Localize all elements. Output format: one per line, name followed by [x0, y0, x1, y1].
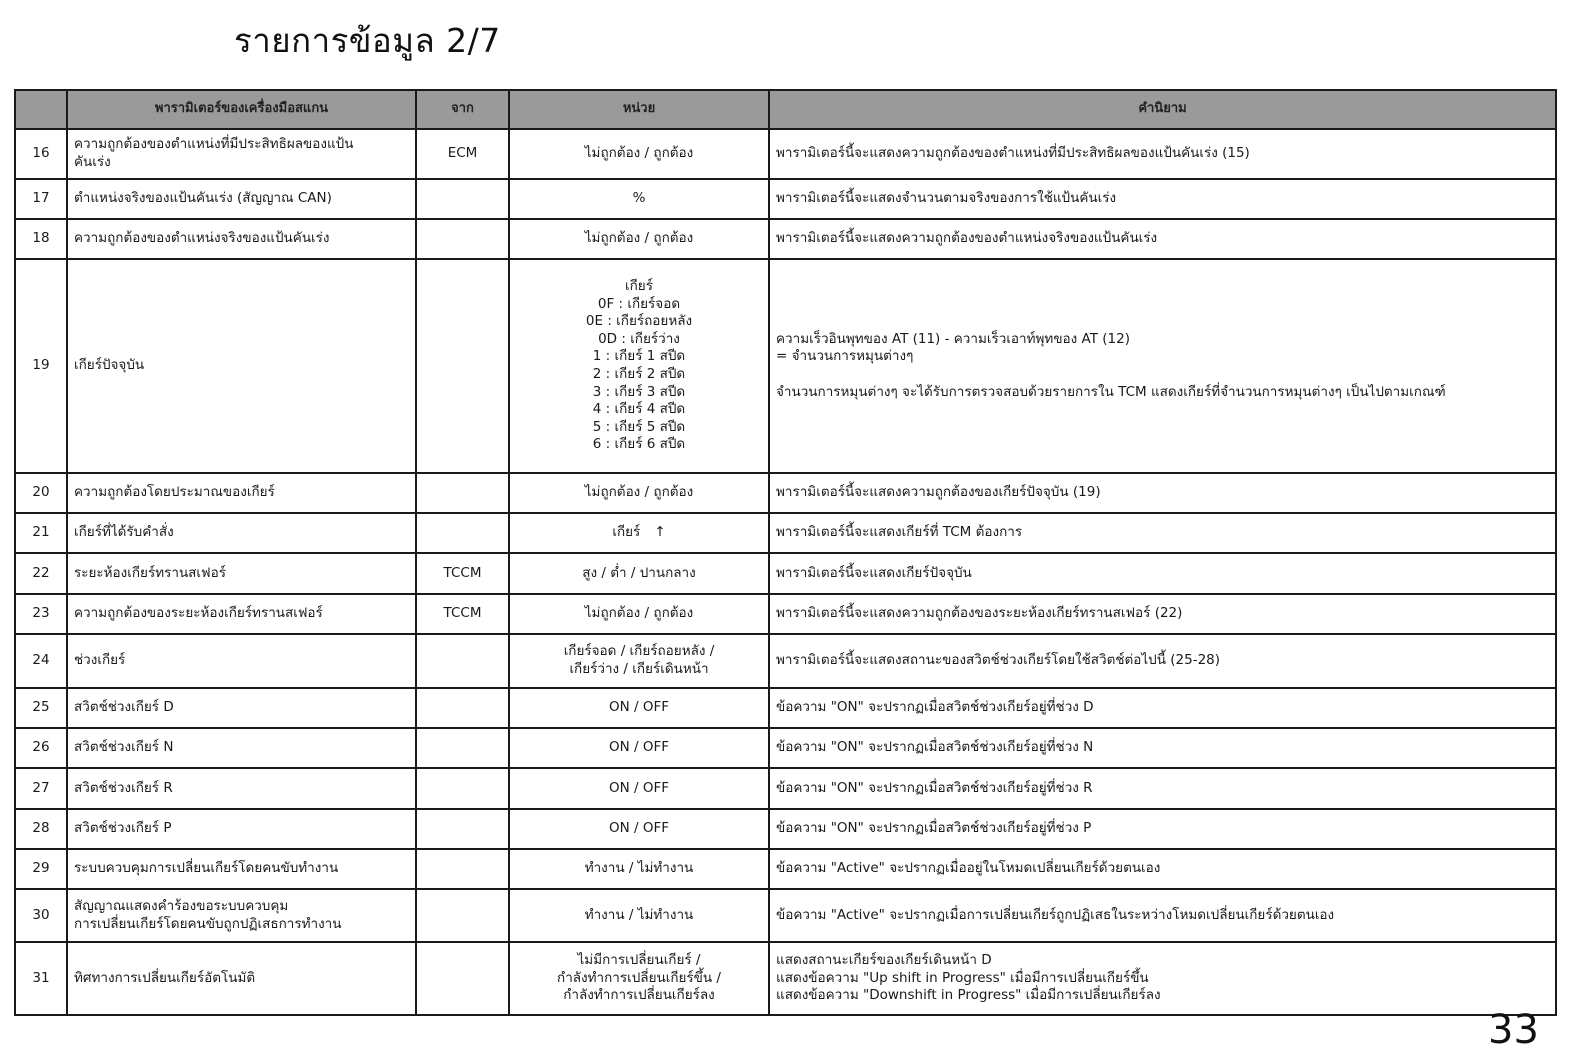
row-definition: พารามิเตอร์นี้จะแสดงเกียร์ที่ TCM ต้องการ: [769, 513, 1556, 553]
row-parameter: สวิตช์ช่วงเกียร์ D: [67, 688, 416, 728]
table-row: [15, 513, 1556, 553]
header-definition: คำนิยาม: [769, 90, 1556, 129]
spacer: [776, 366, 1549, 384]
row-number: 27: [15, 768, 67, 809]
row-parameter: ตำแหน่งจริงของแป้นคันเร่ง (สัญญาณ CAN): [67, 179, 416, 219]
row-from: [416, 809, 509, 849]
row-unit: เกียร์จอด / เกียร์ถอยหลัง / เกียร์ว่าง / เกียร์เดินหน้า: [509, 634, 769, 688]
table-row: [15, 129, 1556, 179]
row-number: 24: [15, 634, 67, 688]
row-definition: พารามิเตอร์นี้จะแสดงความถูกต้องของตำแหน่งจริงของแป้นคันเร่ง: [769, 219, 1556, 259]
row-unit: ไม่ถูกต้อง / ถูกต้อง: [509, 219, 769, 259]
row-from: [416, 219, 509, 259]
arrow-up-icon: ↑: [654, 524, 666, 541]
table-row: [15, 688, 1556, 728]
row-definition: พารามิเตอร์นี้จะแสดงเกียร์ปัจจุบัน: [769, 553, 1556, 594]
row-parameter: ระบบควบคุมการเปลี่ยนเกียร์โดยคนขับทำงาน: [67, 849, 416, 889]
row-definition: พารามิเตอร์นี้จะแสดงความถูกต้องของเกียร์ปัจจุบัน (19): [769, 473, 1556, 513]
row-parameter: ความถูกต้องของตำแหน่งจริงของแป้นคันเร่ง: [67, 219, 416, 259]
table-row: [15, 634, 1556, 688]
row-definition: [769, 259, 1556, 473]
page-title: รายการข้อมูล 2/7: [234, 21, 501, 60]
row-definition: ข้อความ "ON" จะปรากฏเมื่อสวิตช์ช่วงเกียร์อยู่ที่ช่วง D: [769, 688, 1556, 728]
page-number: 33: [1488, 1007, 1539, 1053]
row-unit: ไม่ถูกต้อง / ถูกต้อง: [509, 129, 769, 179]
row-number: 22: [15, 553, 67, 594]
row-from: [416, 728, 509, 768]
row-number: 20: [15, 473, 67, 513]
table-row: [15, 942, 1556, 1015]
row-unit: ไม่มีการเปลี่ยนเกียร์ / กำลังทำการเปลี่ยนเกียร์ขึ้น / กำลังทำการเปลี่ยนเกียร์ลง: [509, 942, 769, 1015]
table-row: [15, 809, 1556, 849]
row-parameter: เกียร์ที่ได้รับคำสั่ง: [67, 513, 416, 553]
table-row: [15, 473, 1556, 513]
row-number: 16: [15, 129, 67, 179]
row-number: 25: [15, 688, 67, 728]
header-from: จาก: [416, 90, 509, 129]
row-from: TCCM: [416, 553, 509, 594]
row-unit: %: [509, 179, 769, 219]
row-unit: ทำงาน / ไม่ทำงาน: [509, 889, 769, 942]
row-parameter: ช่วงเกียร์: [67, 634, 416, 688]
row-from: ECM: [416, 129, 509, 179]
row-unit: ไม่ถูกต้อง / ถูกต้อง: [509, 473, 769, 513]
row-number: 31: [15, 942, 67, 1015]
row-number: 28: [15, 809, 67, 849]
header-param: พารามิเตอร์ของเครื่องมือสแกน: [67, 90, 416, 129]
row-unit: ทำงาน / ไม่ทำงาน: [509, 849, 769, 889]
row-number: 23: [15, 594, 67, 634]
row-parameter: ความถูกต้องของตำแหน่งที่มีประสิทธิผลของแป้น คันเร่ง: [67, 129, 416, 179]
row-definition: ข้อความ "ON" จะปรากฏเมื่อสวิตช์ช่วงเกียร์อยู่ที่ช่วง P: [769, 809, 1556, 849]
row-from: [416, 942, 509, 1015]
row-definition: ข้อความ "Active" จะปรากฏเมื่อการเปลี่ยนเกียร์ถูกปฏิเสธในระหว่างโหมดเปลี่ยนเกียร์ด้วยตนเอง: [769, 889, 1556, 942]
row-number: 18: [15, 219, 67, 259]
row-definition: พารามิเตอร์นี้จะแสดงความถูกต้องของตำแหน่งที่มีประสิทธิผลของแป้นคันเร่ง (15): [769, 129, 1556, 179]
definition-note: จำนวนการหมุนต่างๆ จะได้รับการตรวจสอบด้วยรายการใน TCM แสดงเกียร์ที่จำนวนการหมุนต่างๆ เป็นไปตามเกณฑ์: [776, 383, 1446, 400]
header-no: [15, 90, 67, 129]
unit-label: เกียร์: [612, 524, 641, 541]
data-list-table: [14, 89, 1557, 1016]
row-number: 21: [15, 513, 67, 553]
row-parameter: สวิตช์ช่วงเกียร์ R: [67, 768, 416, 809]
table-row: [15, 219, 1556, 259]
row-parameter: เกียร์ปัจจุบัน: [67, 259, 416, 473]
row-from: [416, 179, 509, 219]
table-row: [15, 179, 1556, 219]
row-definition: พารามิเตอร์นี้จะแสดงจำนวนตามจริงของการใช้แป้นคันเร่ง: [769, 179, 1556, 219]
row-from: [416, 768, 509, 809]
table-row: [15, 768, 1556, 809]
row-unit: ON / OFF: [509, 728, 769, 768]
row-unit: ไม่ถูกต้อง / ถูกต้อง: [509, 594, 769, 634]
row-unit: ON / OFF: [509, 809, 769, 849]
row-from: [416, 634, 509, 688]
row-number: 29: [15, 849, 67, 889]
table-row: [15, 553, 1556, 594]
row-definition: แสดงสถานะเกียร์ของเกียร์เดินหน้า D แสดงข้อความ "Up shift in Progress" เมื่อมีการเปลี่ยนเกียร์ขึ้น แสดงข้อความ "Downshift in Progress" เมื่อมีการเปลี่ยนเกียร์ลง: [769, 942, 1556, 1015]
row-definition: ข้อความ "ON" จะปรากฏเมื่อสวิตช์ช่วงเกียร์อยู่ที่ช่วง N: [769, 728, 1556, 768]
row-from: [416, 889, 509, 942]
row-unit: ON / OFF: [509, 768, 769, 809]
row-from: TCCM: [416, 594, 509, 634]
row-unit: เกียร์ 0F : เกียร์จอด 0E : เกียร์ถอยหลัง 0D : เกียร์ว่าง 1 : เกียร์ 1 สปีด 2 : เกียร์ 2 สปีด 3 : เกียร์ 3 สปีด 4 : เกียร์ 4 สปีด 5 : เกียร์ 5 สปีด 6 : เกียร์ 6 สปีด: [509, 259, 769, 473]
row-definition: ข้อความ "ON" จะปรากฏเมื่อสวิตช์ช่วงเกียร์อยู่ที่ช่วง R: [769, 768, 1556, 809]
table-row: [15, 849, 1556, 889]
row-number: 26: [15, 728, 67, 768]
row-parameter: ทิศทางการเปลี่ยนเกียร์อัตโนมัติ: [67, 942, 416, 1015]
row-number: 19: [15, 259, 67, 473]
header-unit: หน่วย: [509, 90, 769, 129]
table-row: [15, 728, 1556, 768]
row-parameter: สัญญาณแสดงคำร้องขอระบบควบคุม การเปลี่ยนเกียร์โดยคนขับถูกปฏิเสธการทำงาน: [67, 889, 416, 942]
table-row: [15, 259, 1556, 473]
row-definition: พารามิเตอร์นี้จะแสดงสถานะของสวิตช์ช่วงเกียร์โดยใช้สวิตช์ต่อไปนี้ (25-28): [769, 634, 1556, 688]
row-parameter: ความถูกต้องโดยประมาณของเกียร์: [67, 473, 416, 513]
row-number: 17: [15, 179, 67, 219]
row-from: [416, 259, 509, 473]
row-number: 30: [15, 889, 67, 942]
row-unit: [509, 513, 769, 553]
row-unit: สูง / ต่ำ / ปานกลาง: [509, 553, 769, 594]
row-definition: ข้อความ "Active" จะปรากฏเมื่ออยู่ในโหมดเปลี่ยนเกียร์ด้วยตนเอง: [769, 849, 1556, 889]
table-row: [15, 594, 1556, 634]
row-parameter: สวิตช์ช่วงเกียร์ P: [67, 809, 416, 849]
row-parameter: ระยะห้องเกียร์ทรานสเฟอร์: [67, 553, 416, 594]
row-from: [416, 688, 509, 728]
row-definition: พารามิเตอร์นี้จะแสดงความถูกต้องของระยะห้องเกียร์ทรานสเฟอร์ (22): [769, 594, 1556, 634]
table-header-row: [15, 90, 1556, 129]
row-from: [416, 513, 509, 553]
definition-formula: ความเร็วอินพุทของ AT (11) - ความเร็วเอาท์พุทของ AT (12) = จำนวนการหมุนต่างๆ: [776, 330, 1130, 365]
row-from: [416, 473, 509, 513]
row-parameter: ความถูกต้องของระยะห้องเกียร์ทรานสเฟอร์: [67, 594, 416, 634]
row-from: [416, 849, 509, 889]
row-parameter: สวิตช์ช่วงเกียร์ N: [67, 728, 416, 768]
table-row: [15, 889, 1556, 942]
row-unit: ON / OFF: [509, 688, 769, 728]
